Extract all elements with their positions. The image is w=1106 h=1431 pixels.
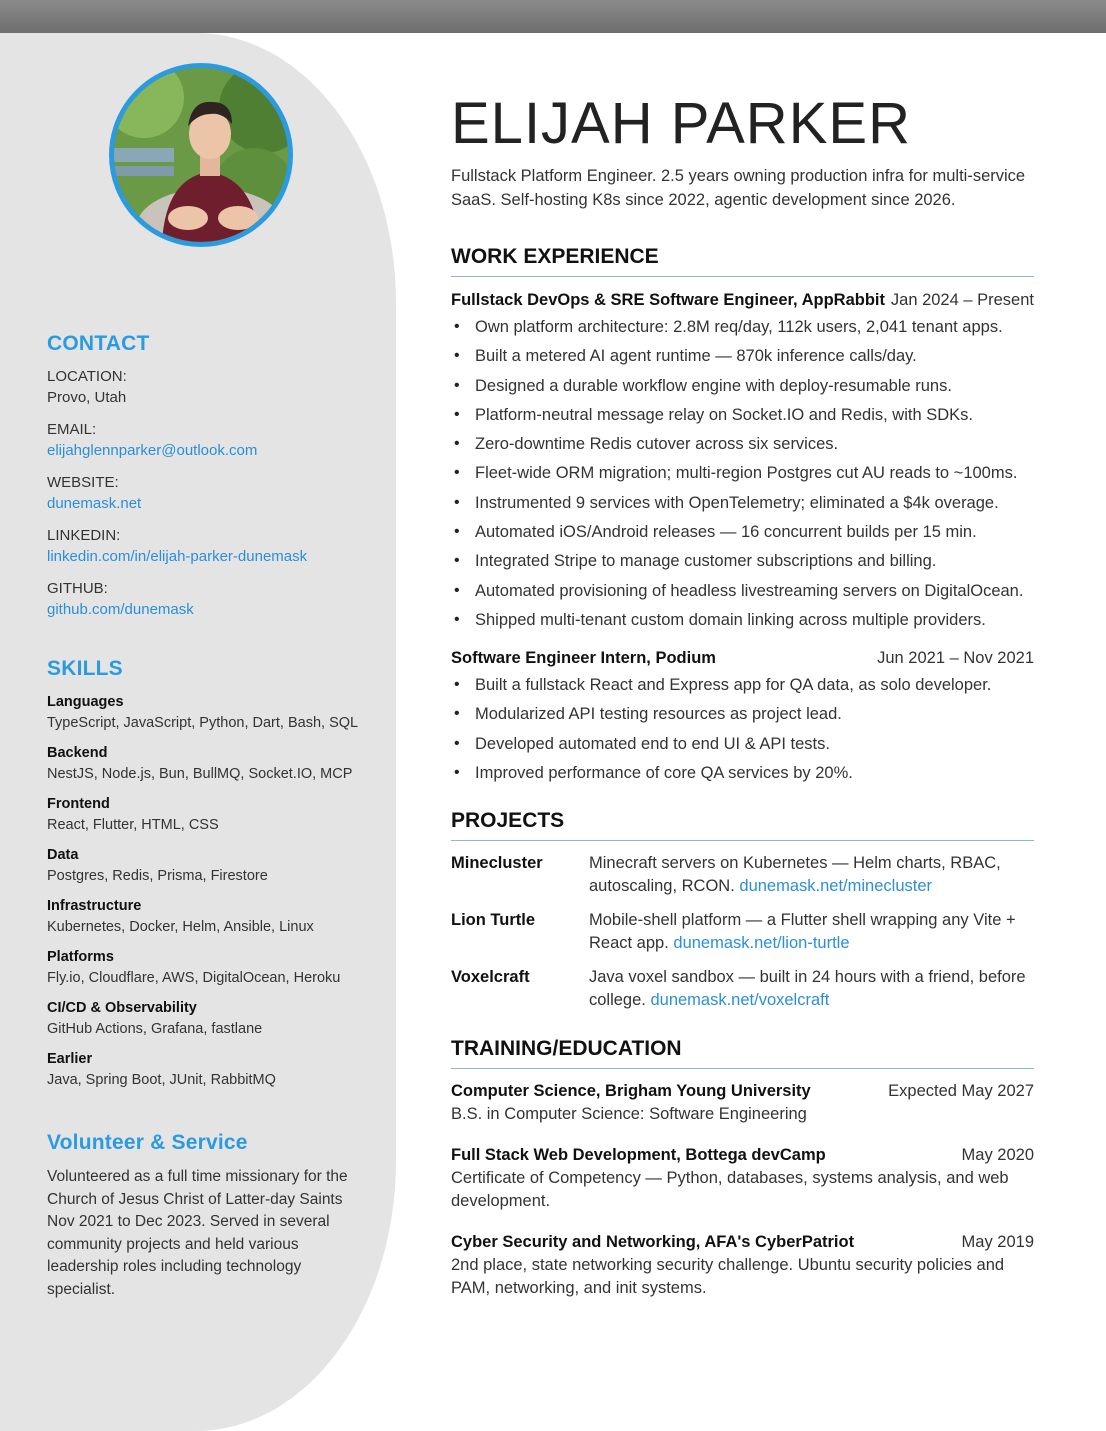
education-description: B.S. in Computer Science: Software Engineering	[451, 1105, 807, 1123]
education-date: May 2019	[961, 1233, 1034, 1251]
project-description	[589, 909, 1029, 966]
job-bullet: • Instrumented 9 services with OpenTelemetry; eliminated a $4k overage.	[451, 491, 1041, 520]
education-heading: TRAINING/EDUCATION	[451, 1037, 1034, 1069]
job-bullet: • Shipped multi-tenant custom domain linking across multiple providers.	[451, 608, 1041, 637]
education-item	[451, 1143, 1034, 1213]
skill-group-title: Backend	[47, 745, 108, 761]
project-link[interactable]: dunemask.net/minecluster	[739, 877, 933, 895]
job-bullet: • Automated provisioning of headless livestreaming servers on DigitalOcean.	[451, 579, 1041, 608]
project-desc-text: Mobile-shell platform — a Flutter shell wrapping any Vite + React app.	[589, 911, 1016, 952]
projects-list	[451, 852, 1041, 1023]
summary-text: Fullstack Platform Engineer. 2.5 years owning production infra for multi-service SaaS. Self-hosting K8s since 2022, agentic development since 2026.	[451, 167, 1026, 209]
job-title: Software Engineer Intern, Podium	[451, 649, 716, 667]
skill-group-title: Infrastructure	[47, 898, 142, 914]
job-bullet: • Designed a durable workflow engine with deploy-resumable runs.	[451, 374, 1041, 403]
job-bullet: • Automated iOS/Android releases — 16 concurrent builds per 15 min.	[451, 520, 1041, 549]
contact-linkedin	[47, 525, 377, 567]
skill-group-title: CI/CD & Observability	[47, 1000, 197, 1016]
skill-group-items: NestJS, Node.js, Bun, BullMQ, Socket.IO, MCP	[47, 766, 353, 782]
job-bullet: • Improved performance of core QA services by 20%.	[451, 761, 1041, 790]
contact-location	[47, 366, 377, 408]
skill-group	[47, 794, 387, 838]
job-title: Fullstack DevOps & SRE Software Engineer, AppRabbit	[451, 291, 885, 309]
contact-github	[47, 578, 377, 620]
education-header	[451, 1143, 1034, 1167]
skill-group-title: Languages	[47, 694, 124, 710]
job-bullet: • Modularized API testing resources as project lead.	[451, 702, 1041, 731]
contact-list	[47, 366, 377, 631]
job-bullet: • Built a metered AI agent runtime — 870k inference calls/day.	[451, 344, 1041, 373]
skill-group-title: Frontend	[47, 796, 110, 812]
skill-group	[47, 998, 387, 1042]
project-link[interactable]: dunemask.net/voxelcraft	[650, 991, 830, 1009]
website-link[interactable]: dunemask.net	[47, 495, 142, 512]
job-header	[451, 288, 1034, 312]
project-desc-text: Minecraft servers on Kubernetes — Helm charts, RBAC, autoscaling, RCON.	[589, 854, 1001, 895]
candidate-name: ELIJAH PARKER	[451, 91, 911, 156]
education-header	[451, 1230, 1034, 1254]
location-label: LOCATION:	[47, 368, 127, 385]
education-item	[451, 1230, 1034, 1300]
education-item	[451, 1079, 1034, 1126]
email-label: EMAIL:	[47, 421, 97, 438]
website-label: WEBSITE:	[47, 474, 119, 491]
education-description: Certificate of Competency — Python, databases, systems analysis, and web development.	[451, 1169, 1009, 1210]
volunteer-heading: Volunteer & Service	[47, 1131, 248, 1154]
project-item	[451, 852, 1041, 909]
volunteer-text: Volunteered as a full time missionary for the Church of Jesus Christ of Latter-day Saints Nov 2021 to Dec 2023. Served in several community projects and held various leadership roles including technology specialist.	[47, 1168, 348, 1298]
project-description	[589, 966, 1029, 1023]
job-header	[451, 646, 1034, 670]
job-bullet: • Integrated Stripe to manage customer subscriptions and billing.	[451, 549, 1041, 578]
skill-group	[47, 947, 387, 991]
job-dates: Jun 2021 – Nov 2021	[877, 649, 1034, 667]
linkedin-link[interactable]: linkedin.com/in/elijah-parker-dunemask	[47, 548, 308, 565]
contact-email	[47, 419, 377, 461]
contact-heading: CONTACT	[47, 332, 150, 355]
skill-group-items: GitHub Actions, Grafana, fastlane	[47, 1021, 263, 1037]
job-bullet: • Zero-downtime Redis cutover across six services.	[451, 432, 1041, 461]
email-link[interactable]: elijahglennparker@outlook.com	[47, 442, 258, 459]
skill-group-items: Postgres, Redis, Prisma, Firestore	[47, 868, 268, 884]
projects-heading: PROJECTS	[451, 809, 1034, 841]
work-experience-heading: WORK EXPERIENCE	[451, 245, 1034, 277]
job-bullet: • Platform-neutral message relay on Socket.IO and Redis, with SDKs.	[451, 403, 1041, 432]
skill-group	[47, 1049, 387, 1093]
job-dates: Jan 2024 – Present	[890, 291, 1034, 309]
skill-group-items: TypeScript, JavaScript, Python, Dart, Bash, SQL	[47, 715, 359, 731]
education-title: Computer Science, Brigham Young University	[451, 1082, 811, 1100]
github-link[interactable]: github.com/dunemask	[47, 601, 194, 618]
education-title: Cyber Security and Networking, AFA's CyberPatriot	[451, 1233, 855, 1251]
project-name: Voxelcraft	[451, 968, 530, 986]
education-date: May 2020	[961, 1146, 1034, 1164]
job-bullet: • Fleet-wide ORM migration; multi-region Postgres cut AU reads to ~100ms.	[451, 461, 1041, 490]
github-label: GITHUB:	[47, 580, 108, 597]
job-bullet: • Developed automated end to end UI & API tests.	[451, 732, 1041, 761]
linkedin-label: LINKEDIN:	[47, 527, 121, 544]
skill-group	[47, 896, 387, 940]
skill-group	[47, 692, 387, 736]
project-item	[451, 909, 1041, 966]
contact-website	[47, 472, 377, 514]
skill-group-title: Data	[47, 847, 79, 863]
project-item	[451, 966, 1041, 1023]
education-header	[451, 1079, 1034, 1103]
job-bullet: • Built a fullstack React and Express app for QA data, as solo developer.	[451, 673, 1041, 702]
skill-group-title: Platforms	[47, 949, 114, 965]
project-link[interactable]: dunemask.net/lion-turtle	[673, 934, 850, 952]
location-value: Provo, Utah	[47, 389, 127, 406]
skill-group	[47, 845, 387, 889]
education-description: 2nd place, state networking security challenge. Ubuntu security policies and PAM, networking, and init systems.	[451, 1256, 1005, 1297]
job-bullets	[451, 315, 1041, 637]
project-name: Minecluster	[451, 854, 543, 872]
top-bar	[0, 0, 1106, 33]
project-desc-text: Java voxel sandbox — built in 24 hours with a friend, before college.	[589, 968, 1026, 1009]
skills-heading: SKILLS	[47, 657, 123, 680]
project-description	[589, 852, 1029, 909]
skill-group-title: Earlier	[47, 1051, 93, 1067]
skill-group-items: Fly.io, Cloudflare, AWS, DigitalOcean, Heroku	[47, 970, 341, 986]
skill-group-items: React, Flutter, HTML, CSS	[47, 817, 219, 833]
skill-group-items: Java, Spring Boot, JUnit, RabbitMQ	[47, 1072, 276, 1088]
job-bullet: • Own platform architecture: 2.8M req/day, 112k users, 2,041 tenant apps.	[451, 315, 1041, 344]
profile-photo-avatar	[109, 63, 293, 247]
education-title: Full Stack Web Development, Bottega devCamp	[451, 1146, 826, 1164]
job-bullets	[451, 673, 1041, 790]
skill-group-items: Kubernetes, Docker, Helm, Ansible, Linux	[47, 919, 314, 935]
education-date: Expected May 2027	[888, 1082, 1034, 1100]
skills-list	[47, 692, 387, 1100]
skill-group	[47, 743, 387, 787]
project-name: Lion Turtle	[451, 911, 536, 929]
